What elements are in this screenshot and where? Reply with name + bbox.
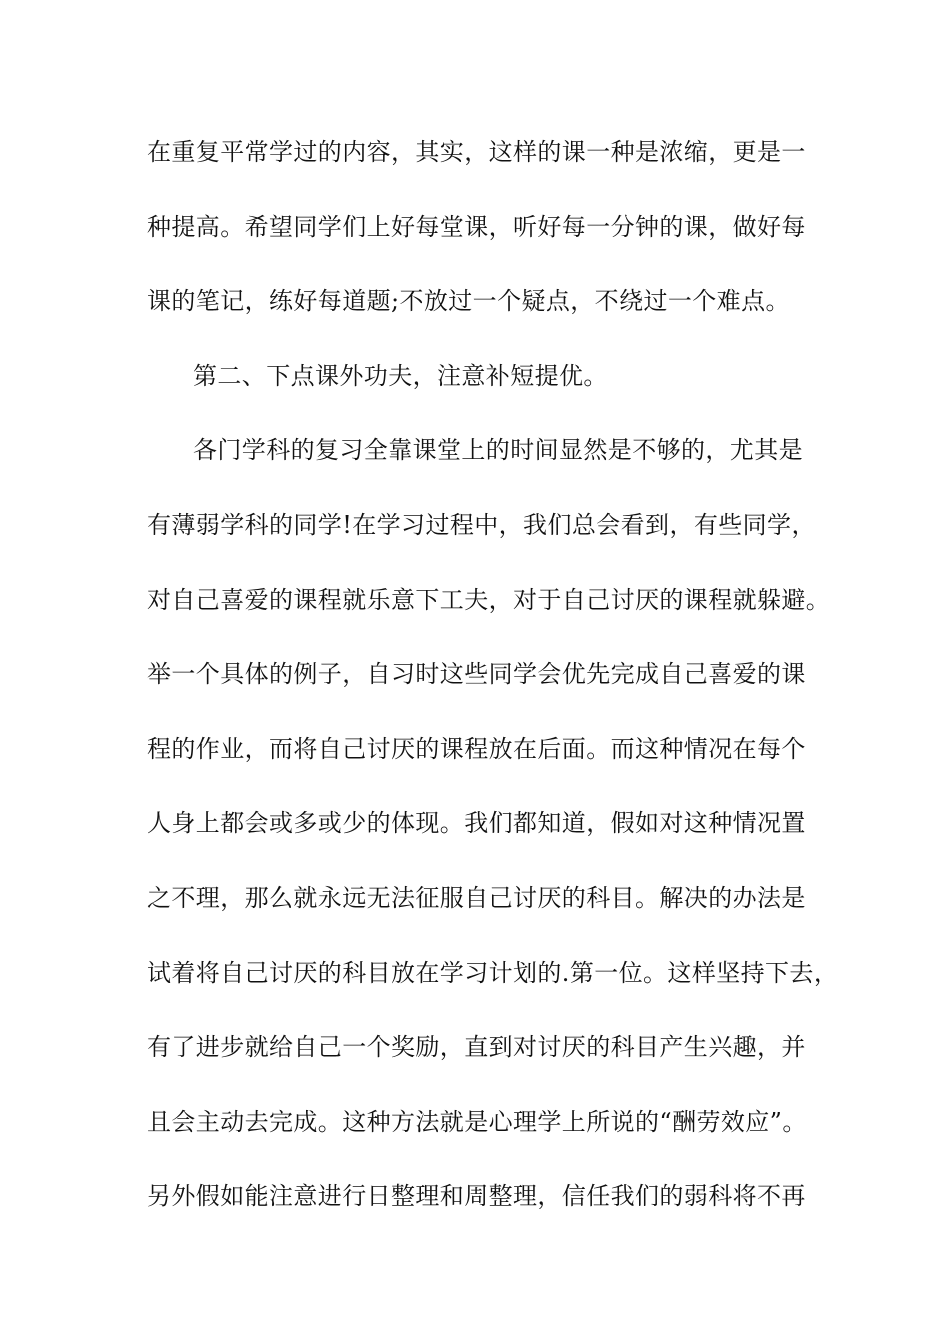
text-line: 对自己喜爱的课程就乐意下工夫，对于自己讨厌的课程就躲避。 [147, 585, 831, 614]
text-line: 在重复平常学过的内容，其实，这样的课一种是浓缩，更是一 [147, 138, 806, 166]
paragraph-first-line: 各门学科的复习全靠课堂上的时间显然是不够的，尤其是 [193, 436, 803, 465]
text-line: 有了进步就给自己一个奖励，直到对讨厌的科目产生兴趣，并 [147, 1033, 806, 1062]
text-line: 程的作业，而将自己讨厌的课程放在后面。而这种情况在每个 [147, 734, 806, 763]
text-line: 举一个具体的例子，自习时这些同学会优先完成自己喜爱的课 [147, 660, 806, 689]
text-line: 课的笔记，练好每道题;不放过一个疑点，不绕过一个难点。 [147, 287, 790, 316]
text-line: 之不理，那么就永远无法征服自己讨厌的科目。解决的办法是 [147, 883, 806, 912]
body-text [147, 122, 839, 1241]
text-line: 试着将自己讨厌的科目放在学习计划的.第一位。这样坚持下去， [147, 958, 839, 987]
text-line: 另外假如能注意进行日整理和周整理，信任我们的弱科将不再 [147, 1182, 806, 1211]
text-line: 种提高。希望同学们上好每堂课，听好每一分钟的课，做好每 [147, 212, 806, 241]
section-heading: 第二、下点课外功夫，注意补短提优。 [193, 361, 608, 390]
text-line: 人身上都会或多或少的体现。我们都知道，假如对这种情况置 [147, 809, 806, 838]
text-line: 且会主动去完成。这种方法就是心理学上所说的“酬劳效应”。 [147, 1107, 807, 1136]
text-line: 有薄弱学科的同学!在学习过程中，我们总会看到，有些同学， [147, 510, 816, 539]
